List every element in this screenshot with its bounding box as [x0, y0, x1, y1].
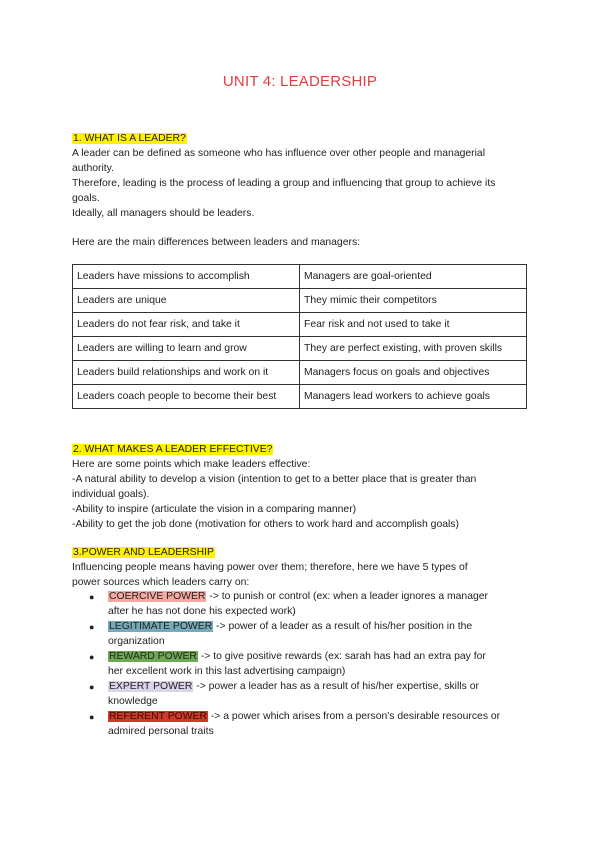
list-item — [72, 650, 532, 680]
table-cell: They mimic their competitors — [300, 289, 527, 313]
power-description: -> a power which arises from a person's desirable resources or — [207, 711, 501, 723]
table-cell: Leaders coach people to become their best — [73, 385, 300, 409]
bullet-icon: ● — [89, 682, 95, 693]
section2-line-1: Here are some points which make leaders effective: — [72, 459, 311, 470]
leaders-vs-managers-table — [72, 264, 527, 409]
table-intro: Here are the main differences between leaders and managers: — [72, 237, 361, 248]
table-cell: Managers lead workers to achieve goals — [300, 385, 527, 409]
list-item — [72, 620, 532, 650]
power-description-cont: knowledge — [108, 696, 158, 708]
section2-line-5: -Ability to get the job done (motivation for others to work hard and accomplish goals) — [72, 519, 459, 530]
table-cell: Fear risk and not used to take it — [300, 313, 527, 337]
table-cell: Leaders build relationships and work on it — [73, 361, 300, 385]
coercive-power-tag: COERCIVE POWER — [109, 591, 206, 602]
power-description-cont: her excellent work in this last advertising campaign) — [108, 665, 346, 677]
section2-heading — [72, 442, 532, 457]
section3-heading-text: 3.POWER AND LEADERSHIP — [73, 547, 214, 558]
table-cell: Leaders do not fear risk, and take it — [73, 313, 300, 337]
section1-line-5: Ideally, all managers should be leaders. — [72, 208, 255, 219]
expert-power-tag: EXPERT POWER — [109, 681, 193, 693]
section2-line-4: -Ability to inspire (articulate the vision in a comparing manner) — [72, 504, 357, 515]
table-row — [73, 385, 527, 409]
bullet-icon: ● — [89, 592, 95, 602]
table-cell: Managers are goal-oriented — [300, 265, 527, 289]
page-title: UNIT 4: LEADERSHIP — [222, 73, 378, 90]
bullet-icon: ● — [89, 712, 95, 723]
table-row — [73, 265, 527, 289]
table-cell: Leaders are unique — [73, 289, 300, 313]
list-item — [72, 590, 532, 620]
list-item — [72, 710, 532, 740]
bullet-icon: ● — [89, 622, 95, 633]
table-row — [73, 289, 527, 313]
section2-line-3: individual goals). — [72, 489, 150, 500]
power-description: -> to punish or control (ex: when a leader ignores a manager — [206, 591, 488, 602]
table-row — [73, 313, 527, 337]
section1-heading — [72, 131, 532, 146]
table-row — [73, 361, 527, 385]
referent-power-tag: REFERENT POWER — [109, 711, 207, 723]
reward-power-tag: REWARD POWER — [109, 651, 197, 663]
power-description-cont: after he has not done his expected work) — [108, 605, 296, 617]
section1-line-1: A leader can be defined as someone who has influence over other people and managerial — [72, 148, 486, 159]
power-description: -> power a leader has as a result of his/her expertise, skills or — [193, 681, 479, 693]
section1-heading-text: 1. WHAT IS A LEADER? — [73, 133, 186, 144]
table-row — [73, 337, 527, 361]
bullet-icon: ● — [89, 652, 95, 663]
power-description-cont: organization — [108, 635, 165, 647]
section3-line-1: Influencing people means having power over them; therefore, here we have 5 types of — [72, 562, 468, 573]
table-cell: Managers focus on goals and objectives — [300, 361, 527, 385]
section1-line-2: authority. — [72, 163, 114, 174]
section2-heading-text: 2. WHAT MAKES A LEADER EFFECTIVE? — [73, 444, 273, 455]
power-description-cont: admired personal traits — [108, 726, 214, 738]
section1-line-3: Therefore, leading is the process of leading a group and influencing that group to achieve its — [72, 178, 496, 189]
section1-line-4: goals. — [72, 193, 100, 204]
legitimate-power-tag: LEGITIMATE POWER — [109, 621, 213, 633]
section2-line-2: -A natural ability to develop a vision (intention to get to a better place that is greater than — [72, 474, 477, 485]
section3-line-2: power sources which leaders carry on: — [72, 577, 250, 588]
power-description: -> to give positive rewards (ex: sarah has had an extra pay for — [197, 651, 486, 663]
section3-heading — [72, 545, 532, 560]
table-cell: Leaders are willing to learn and grow — [73, 337, 300, 361]
table-cell: They are perfect existing, with proven skills — [300, 337, 527, 361]
power-description: -> power of a leader as a result of his/her position in the — [213, 621, 473, 633]
power-sources-list — [72, 590, 532, 740]
list-item — [72, 680, 532, 710]
table-cell: Leaders have missions to accomplish — [73, 265, 300, 289]
